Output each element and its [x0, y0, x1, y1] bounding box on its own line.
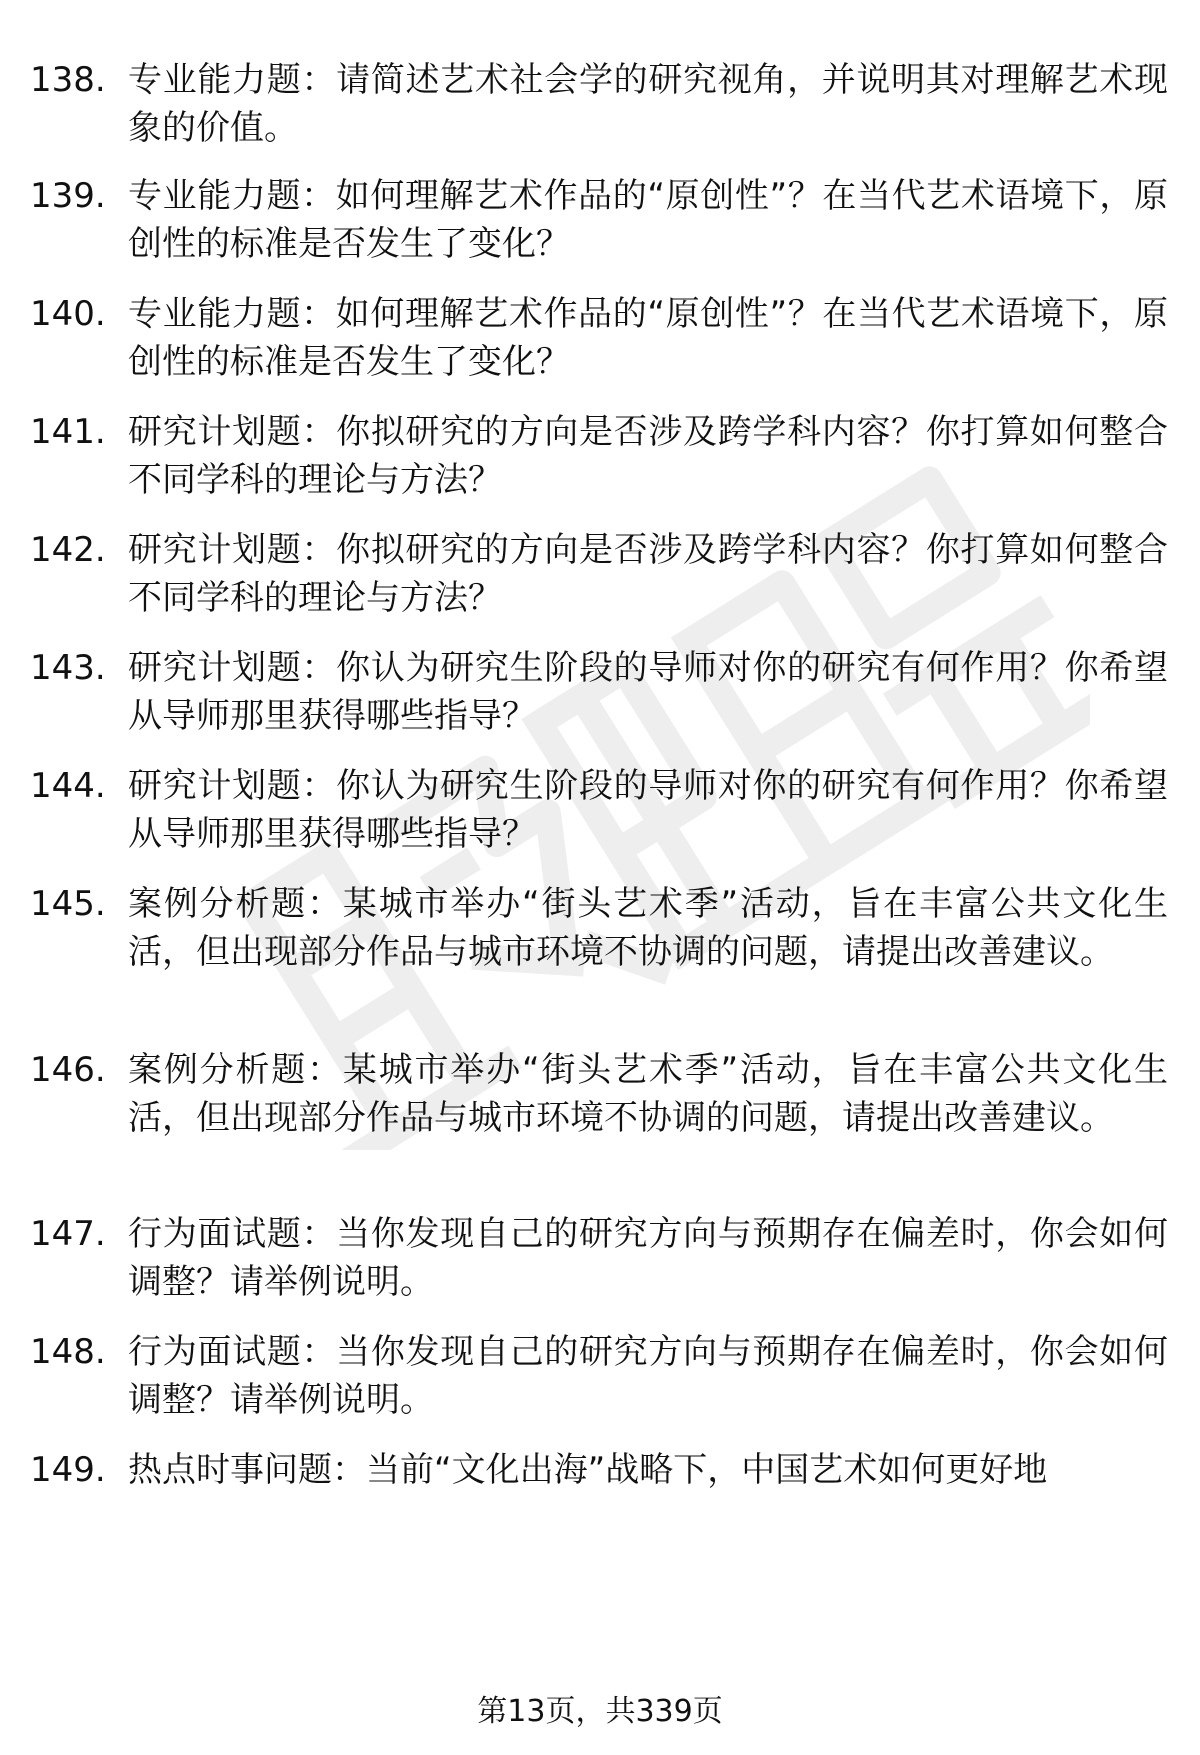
question-number: 145.	[30, 884, 106, 924]
question-text: 研究计划题：你认为研究生阶段的导师对你的研究有何作用？你希望从导师那里获得哪些指导？	[128, 648, 1168, 736]
question-number: 139.	[30, 176, 106, 216]
question-number: 138.	[30, 60, 106, 100]
question-number: 143.	[30, 648, 106, 688]
question-text: 案例分析题：某城市举办“街头艺术季”活动，旨在丰富公共文化生活，但出现部分作品与城市环境不协调的问题，请提出改善建议。	[128, 884, 1168, 972]
question-text: 专业能力题：如何理解艺术作品的“原创性”？在当代艺术语境下，原创性的标准是否发生了变化？	[128, 294, 1168, 382]
question-text: 研究计划题：你认为研究生阶段的导师对你的研究有何作用？你希望从导师那里获得哪些指导？	[128, 766, 1168, 854]
question-number: 147.	[30, 1214, 106, 1254]
question-text: 专业能力题：请简述艺术社会学的研究视角，并说明其对理解艺术现象的价值。	[128, 60, 1168, 148]
question-text: 案例分析题：某城市举办“街头艺术季”活动，旨在丰富公共文化生活，但出现部分作品与城市环境不协调的问题，请提出改善建议。	[128, 1050, 1168, 1138]
question-text: 热点时事问题：当前“文化出海”战略下，中国艺术如何更好地	[128, 1450, 1048, 1490]
question-text: 研究计划题：你拟研究的方向是否涉及跨学科内容？你打算如何整合不同学科的理论与方法？	[128, 412, 1168, 500]
question-text: 研究计划题：你拟研究的方向是否涉及跨学科内容？你打算如何整合不同学科的理论与方法？	[128, 530, 1168, 618]
question-number: 146.	[30, 1050, 106, 1090]
page-footer: 第13页，共339页	[477, 1694, 723, 1729]
question-number: 148.	[30, 1332, 106, 1372]
question-text: 行为面试题：当你发现自己的研究方向与预期存在偏差时，你会如何调整？请举例说明。	[128, 1214, 1168, 1302]
question-number: 141.	[30, 412, 106, 452]
question-number: 140.	[30, 294, 106, 334]
question-number: 149.	[30, 1450, 106, 1490]
question-number: 142.	[30, 530, 106, 570]
question-text: 行为面试题：当你发现自己的研究方向与预期存在偏差时，你会如何调整？请举例说明。	[128, 1332, 1168, 1420]
question-text: 专业能力题：如何理解艺术作品的“原创性”？在当代艺术语境下，原创性的标准是否发生了变化？	[128, 176, 1168, 264]
question-number: 144.	[30, 766, 106, 806]
